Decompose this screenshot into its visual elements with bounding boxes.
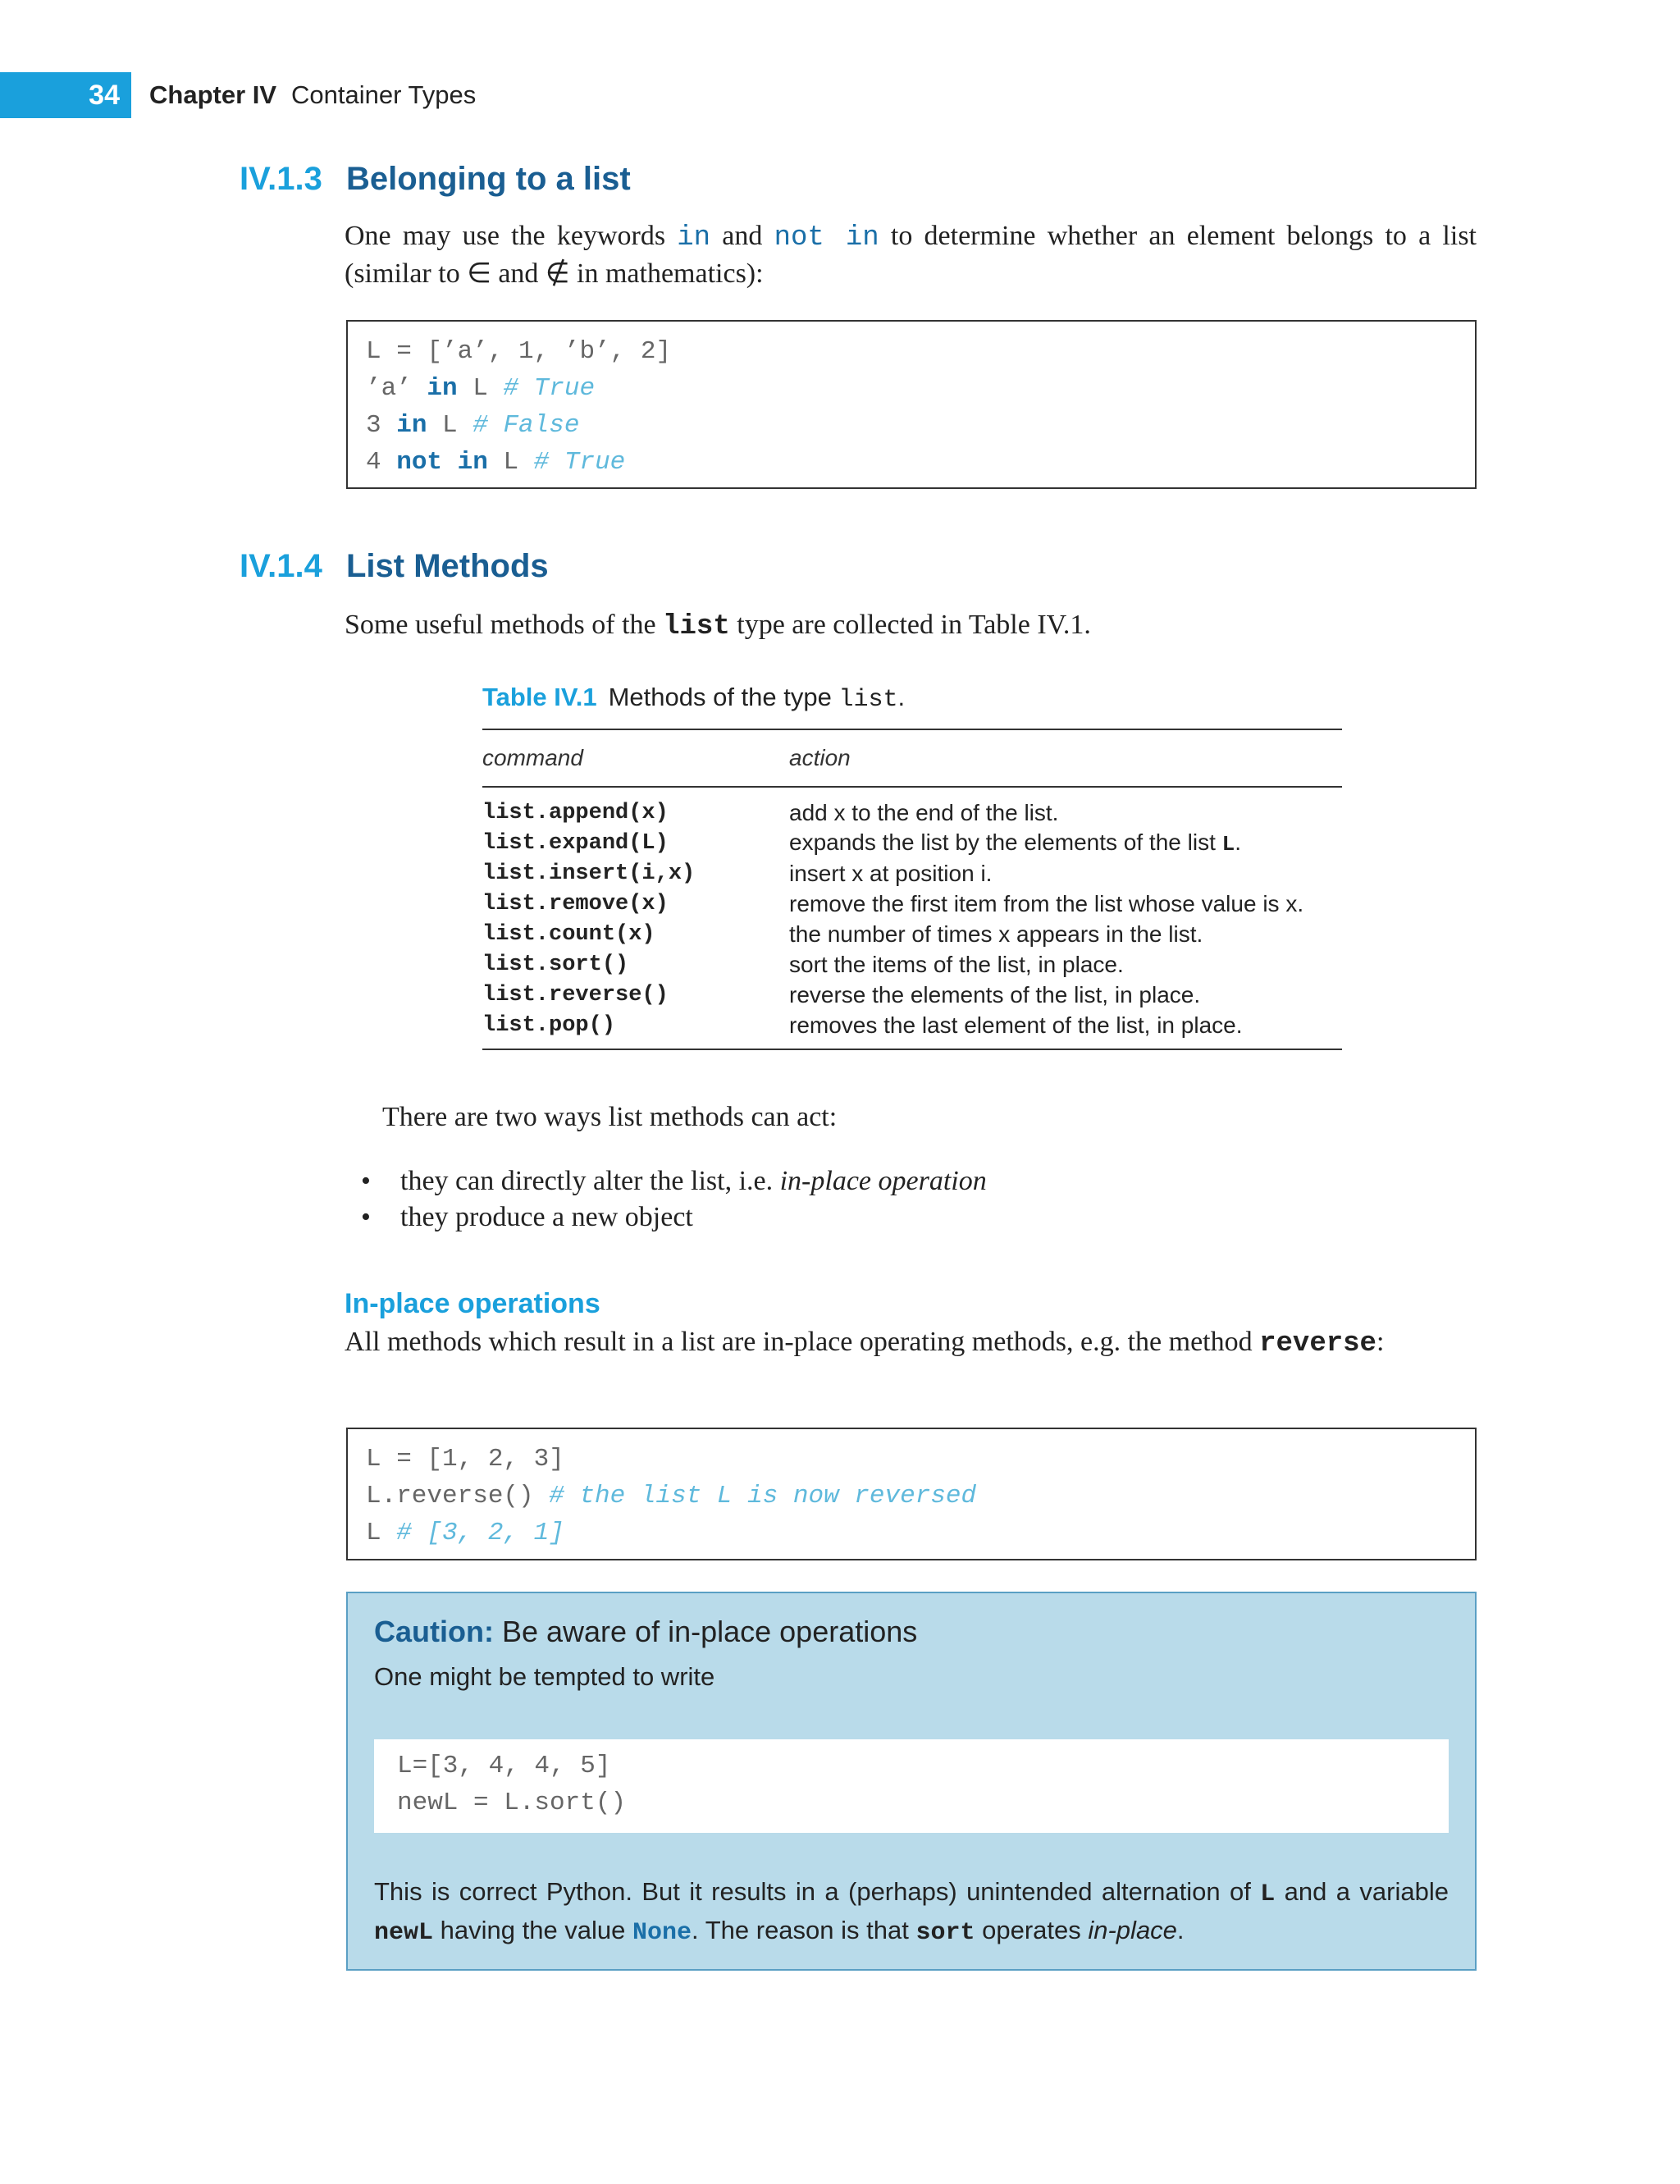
table-row (482, 828, 1342, 858)
bullet-dot: • (361, 1202, 371, 1232)
table-cell-command: list.pop() (482, 1012, 616, 1038)
table-cell-command: list.count(x) (482, 921, 655, 947)
text-run: . (1176, 1916, 1185, 1944)
table-row (482, 919, 1342, 949)
table-cell-command: list.sort() (482, 952, 629, 977)
text-run: and (710, 221, 774, 251)
code-text: L.reverse() (366, 1482, 550, 1510)
section-heading-belonging (240, 161, 631, 198)
code-comment: # True (503, 374, 596, 403)
code-keyword: in (427, 374, 458, 403)
code-text: L (487, 448, 534, 477)
table-cell-command: list.insert(i,x) (482, 861, 696, 886)
running-header (149, 80, 476, 110)
caution-explanation (374, 1874, 1449, 1951)
code-line (366, 1478, 1457, 1515)
table-row (482, 858, 1342, 889)
table-cell-action: add x to the end of the list. (789, 799, 1059, 825)
emphasis: in-place (1088, 1916, 1177, 1944)
inline-code-none: None (632, 1919, 692, 1947)
text-run: : (1376, 1327, 1385, 1357)
caution-intro: One might be tempted to write (374, 1662, 715, 1691)
section-title: List Methods (346, 548, 549, 584)
caution-box (346, 1592, 1477, 1971)
text-run: . The reason is that (692, 1916, 916, 1944)
text-run: All methods which result in a list are in-place operating methods, e.g. the method (345, 1327, 1260, 1357)
inline-code: sort (915, 1919, 975, 1947)
text-run: operates (975, 1916, 1089, 1944)
bullet-dot: • (361, 1166, 371, 1196)
inline-code: list (663, 611, 730, 642)
code-line (366, 333, 1457, 370)
code-block-reverse (346, 1428, 1477, 1560)
inline-code: list (838, 686, 898, 714)
caution-code-block (374, 1739, 1449, 1833)
table-cell-action: insert x at position i. (789, 860, 993, 886)
section-number: IV.1.3 (240, 161, 322, 197)
text-run: This is correct Python. But it results in a (perhaps) unintended alternation of (374, 1877, 1261, 1906)
text-run: Be aware of in-place operations (501, 1615, 918, 1648)
keyword-not-in: not in (774, 222, 879, 254)
table-cell-command: list.reverse() (482, 982, 669, 1007)
code-text: L = [’a’, 1, ’b’, 2] (366, 337, 672, 366)
table-cell-command: list.remove(x) (482, 891, 669, 916)
code-keyword: not in (396, 448, 488, 477)
table-cell-action: the number of times x appears in the list. (789, 921, 1203, 947)
table-caption (482, 683, 905, 714)
column-header-command: command (482, 745, 583, 770)
text-run: Some useful methods of the (345, 610, 664, 640)
table-label: Table IV.1 (482, 683, 597, 711)
table-header-row (482, 730, 1342, 788)
code-comment: # the list L is now reversed (549, 1482, 977, 1510)
table-row (482, 1010, 1342, 1040)
code-line: newL = L.sort() (397, 1789, 627, 1817)
table-cell-command: list.expand(L) (482, 830, 669, 856)
code-block-membership (346, 320, 1477, 489)
table-cell-action (789, 829, 1342, 857)
keyword-in: in (677, 222, 711, 254)
code-text: L = [1, 2, 3] (366, 1445, 564, 1474)
text-run: they produce a new object (400, 1202, 693, 1232)
subheading-in-place: In-place operations (345, 1288, 600, 1319)
table-row (482, 797, 1342, 828)
code-text: L (427, 411, 473, 440)
section-title: Belonging to a list (346, 161, 631, 197)
table-cell-action: sort the items of the list, in place. (789, 951, 1124, 977)
inline-code: newL (374, 1919, 434, 1947)
paragraph-in-place (345, 1324, 1477, 1362)
code-text: L (457, 374, 504, 403)
table-cell-action: removes the last element of the list, in place. (789, 1012, 1243, 1038)
text-run: Methods of the type (608, 683, 839, 711)
caution-label: Caution: (374, 1615, 494, 1648)
column-header-action: action (789, 745, 851, 770)
code-text: 4 (366, 448, 397, 477)
code-comment: # True (533, 448, 626, 477)
section-number: IV.1.4 (240, 548, 322, 584)
code-line (366, 407, 1457, 444)
list-item (361, 1163, 987, 1199)
list-item (361, 1199, 987, 1236)
table-cell-action: reverse the elements of the list, in place. (789, 981, 1201, 1007)
inline-code: L (1221, 832, 1235, 857)
table-row (482, 949, 1342, 980)
code-keyword: in (396, 411, 427, 440)
text-run: they can directly alter the list, i.e. (400, 1166, 780, 1196)
code-line (366, 444, 1457, 481)
text-run: type are collected in Table IV.1. (729, 610, 1091, 640)
paragraph-two-ways: There are two ways list methods can act: (382, 1102, 838, 1132)
code-text: 3 (366, 411, 397, 440)
section-heading-list-methods (240, 548, 549, 585)
code-line: L=[3, 4, 4, 5] (397, 1752, 611, 1780)
inline-code: reverse (1259, 1328, 1376, 1359)
code-comment: # False (472, 411, 580, 440)
inline-code: L (1260, 1880, 1276, 1908)
code-text: L (366, 1519, 397, 1547)
paragraph-belonging (345, 218, 1477, 292)
text-run: . (1235, 829, 1242, 855)
text-run: expands the list by the elements of the list (789, 829, 1222, 855)
code-comment: # [3, 2, 1] (396, 1519, 564, 1547)
paragraph-list-methods (345, 607, 1477, 645)
caution-title (374, 1615, 917, 1649)
text-run: One may use the keywords (345, 221, 678, 251)
table-row (482, 889, 1342, 919)
chapter-title: Container Types (291, 80, 477, 109)
methods-table (482, 729, 1342, 1050)
bullet-list (361, 1163, 987, 1236)
text-run: having the value (433, 1916, 633, 1944)
table-row (482, 980, 1342, 1010)
page-number: 34 (0, 72, 131, 118)
chapter-label: Chapter IV (149, 80, 277, 109)
code-line (366, 1515, 1457, 1551)
code-line (366, 370, 1457, 407)
text-run: . (897, 683, 906, 711)
table-cell-action: remove the first item from the list whose value is x. (789, 890, 1304, 916)
table-body (482, 788, 1342, 1049)
code-text: ’a’ (366, 374, 427, 403)
table-cell-command: list.append(x) (482, 800, 669, 825)
text-run: to determine whether an element belongs to a list (similar to ∈ and ∉ in mathematics): (345, 221, 1477, 289)
text-run: and a variable (1275, 1877, 1449, 1906)
emphasis: in-place operation (779, 1166, 987, 1196)
code-line (366, 1441, 1457, 1478)
